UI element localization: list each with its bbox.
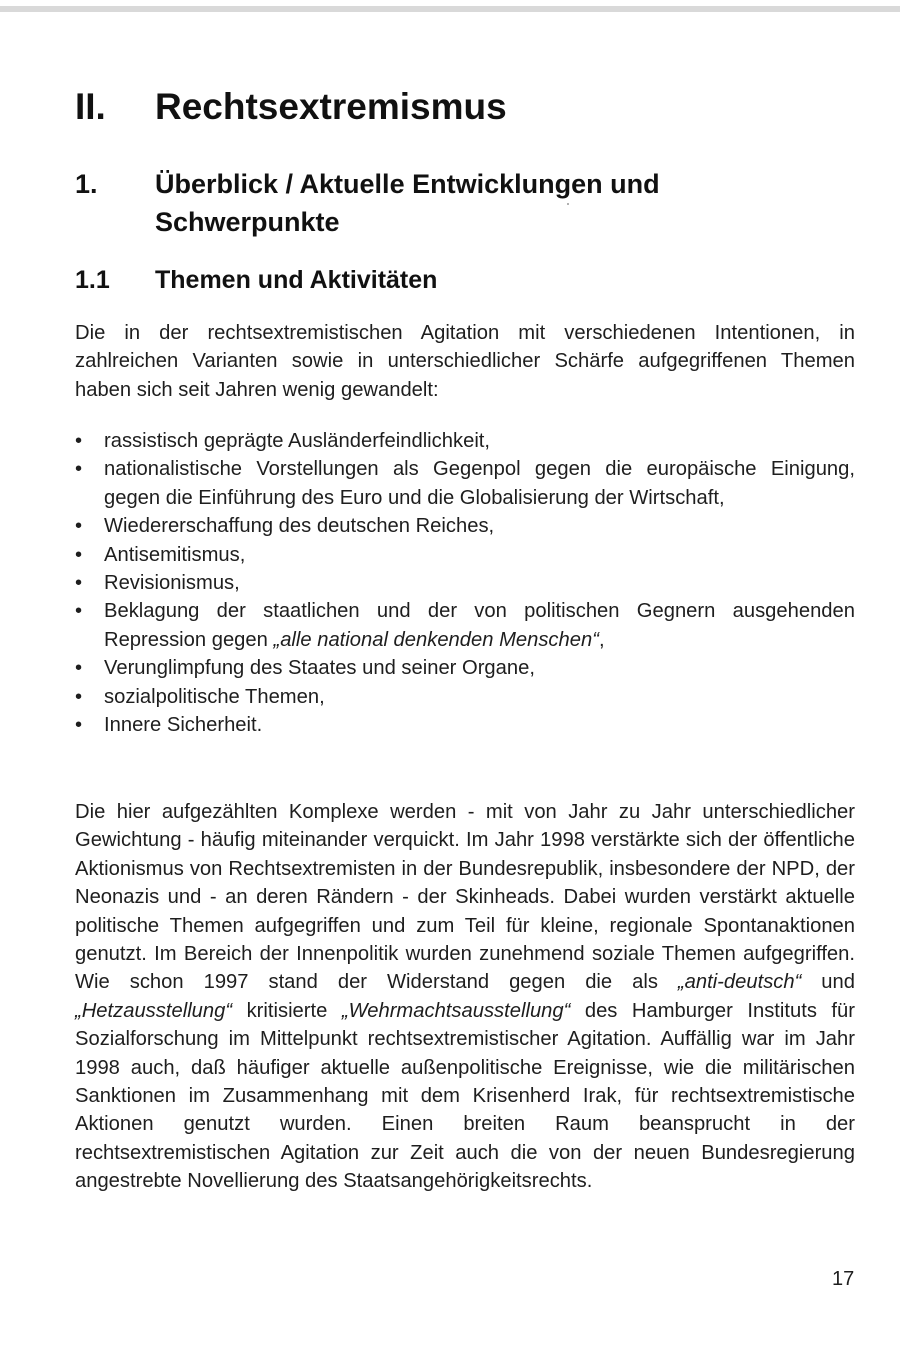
quoted-phrase: „alle national denkenden Menschen“ xyxy=(273,628,599,651)
list-item: • Beklagung der staatlichen und der von politischen Gegnern ausgehenden Repression gegen „alle national denkenden Menschen“, xyxy=(75,597,855,654)
quoted-phrase: „Hetzausstellung“ xyxy=(75,999,233,1022)
chapter-title: Rechtsextremismus xyxy=(155,86,507,127)
chapter-heading xyxy=(75,86,507,128)
subsection-number: 1.1 xyxy=(75,266,110,294)
list-item: • Innere Sicherheit. xyxy=(75,711,855,739)
section-heading xyxy=(75,165,795,241)
intro-paragraph: Die in der rechtsextremistischen Agitation mit verschiedenen Intentionen, in zahlreichen Varianten sowie in unterschiedlicher Schärfe aufgegriffenen Themen haben sich seit Jahren wenig gewandelt: xyxy=(75,322,855,401)
list-item: • Revisionismus, xyxy=(75,569,855,597)
section-number: 1. xyxy=(75,169,98,199)
subsection-heading xyxy=(75,266,437,295)
list-item: • nationalistische Vorstellungen als Gegenpol gegen die europäische Einigung, gegen die Einführung des Euro und die Globalisierung der Wirtschaft, xyxy=(75,455,855,512)
topic-list xyxy=(75,427,855,739)
quoted-phrase: „Wehrmachtsausstellung“ xyxy=(341,999,571,1022)
list-item: • Verunglimpfung des Staates und seiner Organe, xyxy=(75,654,855,682)
list-item: • rassistisch geprägte Ausländerfeindlichkeit, xyxy=(75,427,855,455)
list-item: • sozialpolitische Themen, xyxy=(75,683,855,711)
page-top-edge xyxy=(0,6,900,12)
chapter-number: II. xyxy=(75,86,106,127)
list-item: • Antisemitismus, xyxy=(75,541,855,569)
list-item: • Wiedererschaffung des deutschen Reiches, xyxy=(75,512,855,540)
subsection-title: Themen und Aktivitäten xyxy=(155,266,438,294)
quoted-phrase: „anti-deutsch“ xyxy=(677,971,802,994)
body-paragraph: Die hier aufgezählten Komplexe werden - mit von Jahr zu Jahr unterschiedlicher Gewichtung - häufig miteinander verquickt. Im Jahr 1998 verstärkte sich der öffentliche Aktionismus von Rechtsextremisten in der Bundesrepublik, insbesondere der NPD, der Neonazis und - an deren Rändern - der Skinheads. Dabei wurden verstärkt aktuelle politische Themen aufgegriffen und zum Teil für kleine, regionale Spontanaktionen genutzt. Im Bereich der Innenpolitik wurden zunehmend soziale Themen aufgegriffen. Wie schon 1997 stand der Widerstand gegen die als „anti-deutsch“ und „Hetzausstellung“ kritisierte „Wehrmachtsausstellung“ des Hamburger Instituts für Sozialforschung im Mittelpunkt rechtsextremistischer Agitation. Auffällig war im Jahr 1998 auch, daß häufiger aktuelle außenpolitische Ereignisse, wie die militärischen Sanktionen im Zusammenhang mit dem Krisenherd Irak, für rechtsextremistische Aktionen genutzt wurden. Einen breiten Raum beansprucht in der rechtsextremistischen Agitation zur Zeit auch die von der neuen Bundesregierung angestrebte Novellierung des Staatsangehörigkeitsrechts. xyxy=(75,801,855,1193)
page-number: 17 xyxy=(832,1268,855,1290)
section-title: Überblick / Aktuelle Entwicklungen und Schwerpunkte xyxy=(155,169,660,237)
